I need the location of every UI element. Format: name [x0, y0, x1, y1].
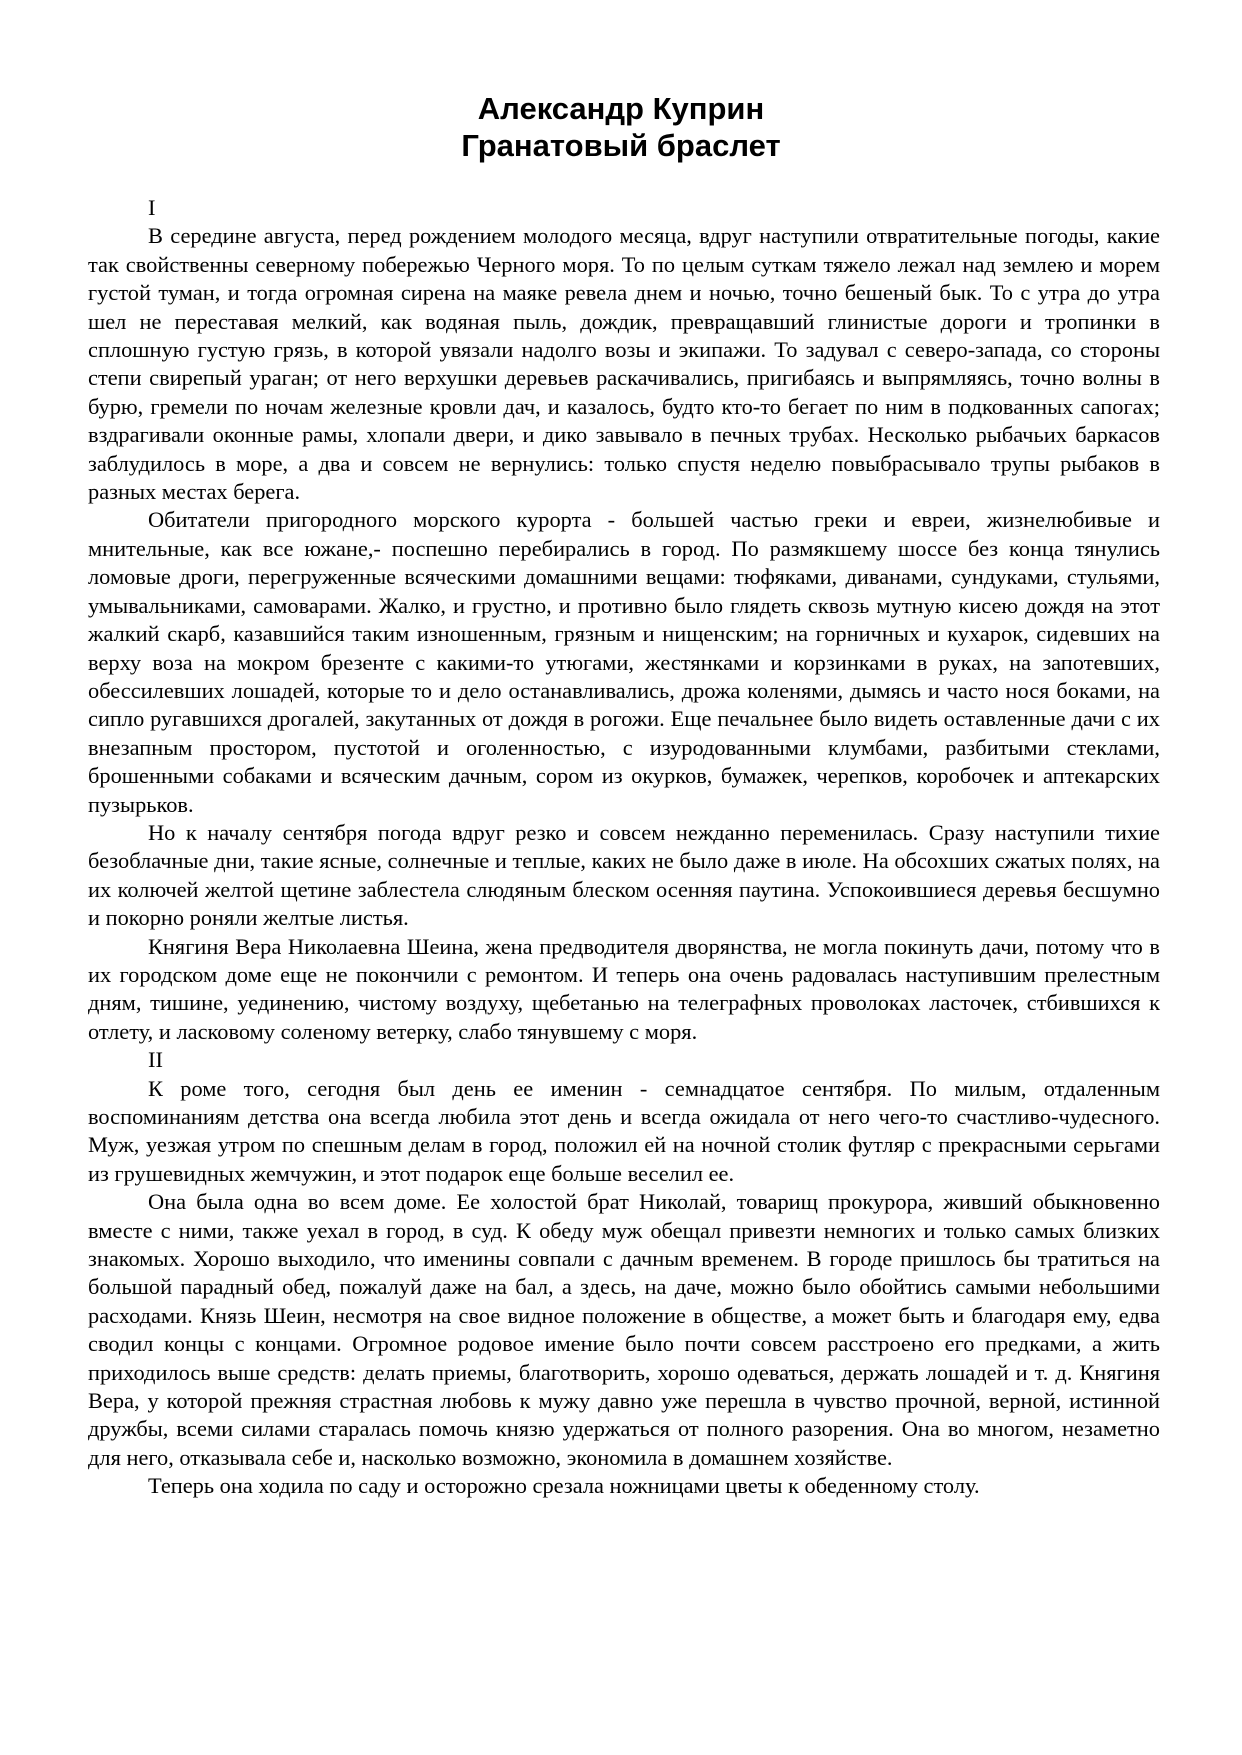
document-body: [88, 194, 1160, 1501]
paragraph-2: Обитатели пригородного морского курорта - большей частью греки и евреи, жизнелюбивые и мнительные, как все южане,- поспешно перебирались в город. По размякшему шоссе без конца тянулись ломовые дроги, перегруженные всяческими домашними вещами: тюфяками, диванами, сундуками, стульями, умывальниками, самоварами. Жалко, и грустно, и противно было глядеть сквозь мутную кисею дождя на этот жалкий скарб, казавшийся таким изношенным, грязным и нищенским; на горничных и кухарок, сидевших на верху воза на мокром брезенте с какими-то утюгами, жестянками и корзинками в руках, на запотевших, обессилевших лошадей, которые то и дело останавливались, дрожа коленями, дымясь и часто нося боками, на сипло ругавшихся дрогалей, закутанных от дождя в рогожи. Еще печальнее было видеть оставленные дачи с их внезапным простором, пустотой и оголенностью, с изуродованными клумбами, разбитыми стеклами, брошенными собаками и всяческим дачным, сором из окурков, бумажек, черепков, коробочек и аптекарских пузырьков.: [88, 507, 1160, 817]
paragraph-3: Но к началу сентября погода вдруг резко и совсем нежданно переменилась. Сразу наступили тихие безоблачные дни, такие ясные, солнечные и теплые, каких не было даже в июле. На обсохших сжатых полях, на их колючей желтой щетине заблестела слюдяным блеском осенняя паутина. Успокоившиеся деревья бесшумно и покорно роняли желтые листья.: [88, 819, 1160, 931]
chapter-heading-2: II: [148, 1047, 163, 1073]
paragraph-6: Она была одна во всем доме. Ее холостой брат Николай, товарищ прокурора, живший обыкновенно вместе с ними, также уехал в город, в суд. К обеду муж обещал привезти немногих и только самых близких знакомых. Хорошо выходило, что именины совпали с дачным временем. В городе пришлось бы тратиться на большой парадный обед, пожалуй даже на бал, а здесь, на даче, можно было обойтись самыми небольшими расходами. Князь Шеин, несмотря на свое видное положение в обществе, а может быть и благодаря ему, едва сводил концы с концами. Огромное родовое имение было почти совсем расстроено его предками, а жить приходилось выше средств: делать приемы, благотворить, хорошо одеваться, держать лошадей и т. д. Княгиня Вера, у которой прежняя страстная любовь к мужу давно уже перешла в чувство прочной, верной, истинной дружбы, всеми силами старалась помочь князю удержаться от полного разорения. Она во многом, незаметно для него, отказывала себе и, насколько возможно, экономила в домашнем хозяйстве.: [88, 1189, 1160, 1470]
author-name: Александр Куприн: [477, 91, 765, 126]
paragraph-5: К роме того, сегодня был день ее именин - семнадцатое сентября. По милым, отдаленным воспоминаниям детства она всегда любила этот день и всегда ожидала от него чего-то счастливо-чудесного. Муж, уезжая утром по спешным делам в город, положил ей на ночной столик футляр с прекрасными серьгами из грушевидных жемчужин, и этот подарок еще больше веселил ее.: [88, 1075, 1160, 1186]
chapter-heading-1: I: [148, 195, 156, 220]
paragraph-7: Теперь она ходила по саду и осторожно срезала ножницами цветы к обеденному столу.: [148, 1473, 980, 1499]
document-title-block: [0, 90, 1242, 164]
paragraph-4: Княгиня Вера Николаевна Шеина, жена предводителя дворянства, не могла покинуть дачи, потому что в их городском доме еще не покончили с ремонтом. И теперь она очень радовалась наступившим прелестным дням, тишине, уединению, чистому воздуху, щебетанью на телеграфных проволоках ласточек, стбившихся к отлету, и ласковому соленому ветерку, слабо тянувшему с моря.: [88, 933, 1160, 1044]
paragraph-1: В середине августа, перед рождением молодого месяца, вдруг наступили отвратительные погоды, какие так свойственны северному побережью Черного моря. То по целым суткам тяжело лежал над землею и морем густой туман, и тогда огромная сирена на маяке ревела днем и ночью, точно бешеный бык. То с утра до утра шел не переставая мелкий, как водяная пыль, дождик, превращавший глинистые дороги и тропинки в сплошную густую грязь, в которой увязали надолго возы и экипажи. То задувал с северо-запада, со стороны степи свирепый ураган; от него верхушки деревьев раскачивались, пригибаясь и выпрямляясь, точно волны в бурю, гремели по ночам железные кровли дач, и казалось, будто кто-то бегает по ним в подкованных сапогах; вздрагивали оконные рамы, хлопали двери, и дико завывало в печных трубах. Несколько рыбачьих баркасов заблудилось в море, а два и совсем не вернулись: только спустя неделю повыбрасывало трупы рыбаков в разных местах берега.: [88, 223, 1160, 505]
book-title: Гранатовый браслет: [461, 128, 781, 163]
